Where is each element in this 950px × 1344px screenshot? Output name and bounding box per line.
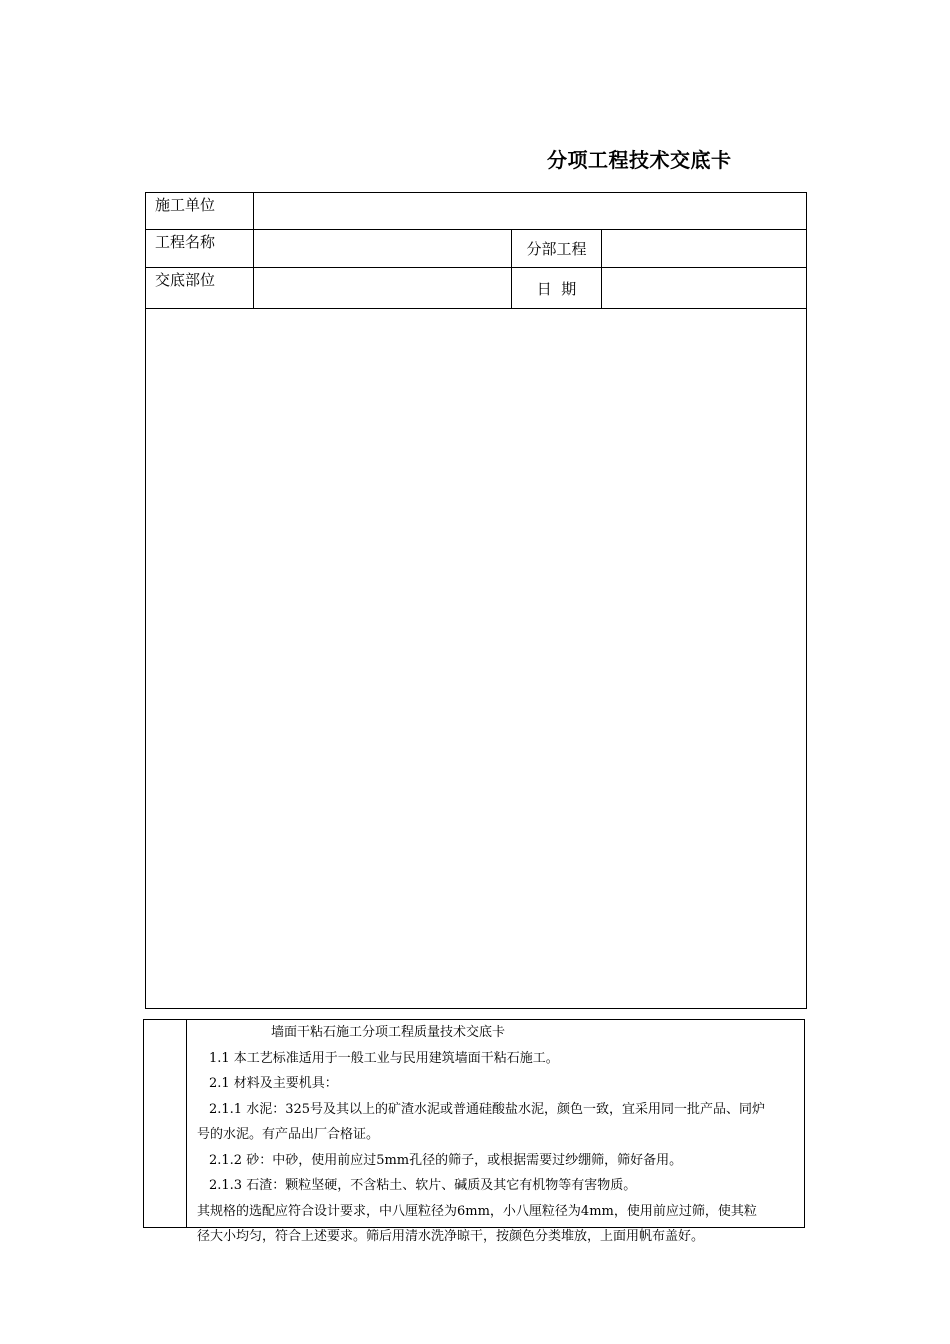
project-name-label: 工程名称 — [146, 230, 254, 268]
text-line: 2.1.1 水泥：325号及其以上的矿渣水泥或普通硅酸盐水泥，颜色一致，宜采用同一批产品、同炉 — [209, 1101, 766, 1117]
disclosure-left-column — [144, 1020, 187, 1227]
disclosure-text — [197, 1020, 797, 1250]
construction-unit-field[interactable] — [254, 193, 807, 230]
text-line: 2.1.2 砂：中砂，使用前应过5mm孔径的筛子，或根据需要过纱绷筛，筛好备用。 — [209, 1152, 683, 1168]
project-name-field[interactable] — [254, 230, 512, 268]
text-line: 2.1 材料及主要机具： — [209, 1076, 338, 1091]
sub-project-field[interactable] — [602, 230, 807, 268]
date-field[interactable] — [602, 268, 807, 309]
text-line: 2.1.3 石渣：颗粒坚硬，不含粘土、软片、碱质及其它有机物等有害物质。 — [209, 1178, 637, 1193]
date-label: 日 期 — [512, 268, 602, 309]
text-line: 径大小均匀，符合上述要求。筛后用清水洗净晾干，按颜色分类堆放，上面用帆布盖好。 — [197, 1229, 705, 1244]
disclosure-location-label: 交底部位 — [146, 268, 254, 309]
disclosure-form-table — [145, 192, 807, 1009]
disclosure-heading: 墙面干粘石施工分项工程质量技术交底卡 — [271, 1025, 506, 1040]
document-title: 分项工程技术交底卡 — [547, 148, 732, 172]
text-line: 号的水泥。有产品出厂合格证。 — [197, 1127, 380, 1142]
disclosure-location-field[interactable] — [254, 268, 512, 309]
construction-unit-label: 施工单位 — [146, 193, 254, 230]
disclosure-content-area[interactable] — [146, 309, 807, 1009]
text-line: 其规格的选配应符合设计要求，中八厘粒径为6mm，小八厘粒径为4mm，使用前应过筛，使其粒 — [197, 1203, 757, 1219]
sub-project-label: 分部工程 — [512, 230, 602, 268]
text-line: 1.1 本工艺标准适用于一般工业与民用建筑墙面干粘石施工。 — [209, 1050, 559, 1066]
